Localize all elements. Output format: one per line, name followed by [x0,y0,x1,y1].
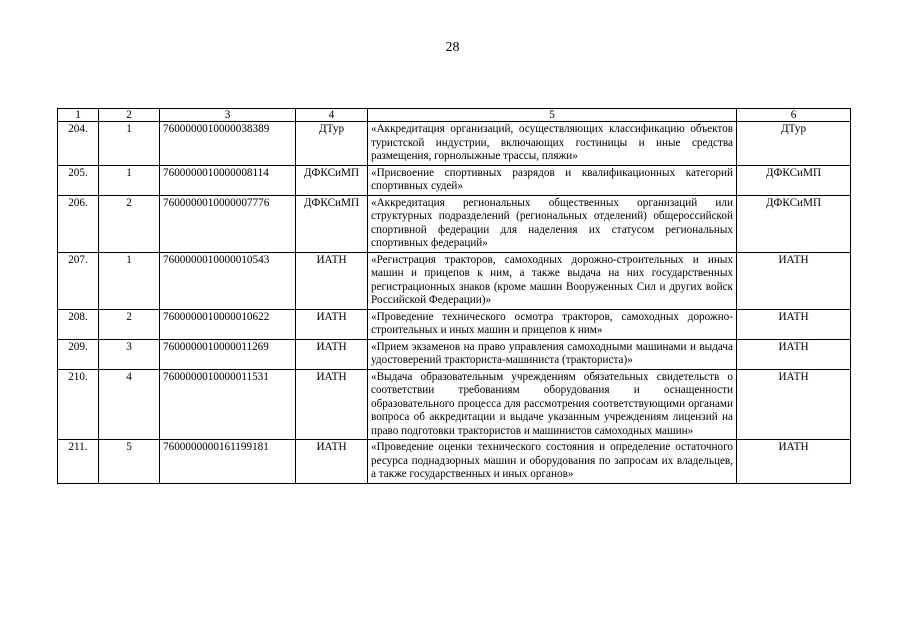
responsible: ИАТН [737,339,851,369]
service-name: «Проведение технического осмотра тракторов, самоходных дорожно-строительных и иных машин и прицепов к ним» [368,309,737,339]
table-row [58,309,851,339]
service-code: 7600000010000010543 [160,252,296,309]
row-number: 207. [58,252,99,309]
organization: ИАТН [296,252,368,309]
table-header-row [58,109,851,122]
organization: ИАТН [296,369,368,440]
service-code: 7600000010000007776 [160,195,296,252]
service-code: 7600000010000010622 [160,309,296,339]
table-row [58,339,851,369]
service-name: «Присвоение спортивных разрядов и квалификационных категорий спортивных судей» [368,165,737,195]
responsible: ИАТН [737,309,851,339]
responsible: ИАТН [737,252,851,309]
row-subnumber: 5 [99,440,160,484]
service-code: 7600000010000011269 [160,339,296,369]
header-col-4: 4 [296,109,368,122]
responsible: ДТур [737,122,851,166]
row-number: 205. [58,165,99,195]
row-subnumber: 1 [99,122,160,166]
service-code: 7600000010000038389 [160,122,296,166]
organization: ДФКСиМП [296,195,368,252]
responsible: ДФКСиМП [737,165,851,195]
row-number: 211. [58,440,99,484]
organization: ИАТН [296,309,368,339]
row-number: 208. [58,309,99,339]
responsible: ИАТН [737,440,851,484]
service-code: 7600000010000011531 [160,369,296,440]
table-row [58,122,851,166]
header-col-6: 6 [737,109,851,122]
row-subnumber: 1 [99,165,160,195]
services-table [57,108,851,484]
organization: ИАТН [296,339,368,369]
service-name: «Проведение оценки технического состояния и определение остаточного ресурса поднадзорных машин и оборудования по запросам их владельцев, а также государственных и иных органов» [368,440,737,484]
service-name: «Аккредитация организаций, осуществляющих классификацию объектов туристской индустрии, включающих гостиницы и иные средства размещения, горнолыжные трассы, пляжи» [368,122,737,166]
responsible: ДФКСиМП [737,195,851,252]
responsible: ИАТН [737,369,851,440]
organization: ДФКСиМП [296,165,368,195]
row-number: 204. [58,122,99,166]
service-name: «Регистрация тракторов, самоходных дорожно-строительных и иных машин и прицепов к ним, а также выдача на них государственных регистрационных знаков (кроме машин Вооруженных Сил и других войск Российской Федерации)» [368,252,737,309]
table-row [58,369,851,440]
service-code: 7600000010000008114 [160,165,296,195]
row-number: 209. [58,339,99,369]
table-row [58,165,851,195]
row-subnumber: 2 [99,195,160,252]
table-row [58,195,851,252]
service-name: «Выдача образовательным учреждениям обязательных свидетельств о соответствии требованиям оборудования и оснащенности образовательного процесса для рассмотрения соответствующими органами вопроса об аккредитации и выдаче указанным учреждениям лицензий на право подготовки трактористов и машинистов самоходных машин» [368,369,737,440]
row-subnumber: 3 [99,339,160,369]
header-col-1: 1 [58,109,99,122]
row-subnumber: 1 [99,252,160,309]
header-col-3: 3 [160,109,296,122]
organization: ИАТН [296,440,368,484]
service-name: «Прием экзаменов на право управления самоходными машинами и выдача удостоверений тракториста-машиниста (тракториста)» [368,339,737,369]
page-number: 28 [445,40,460,55]
row-subnumber: 4 [99,369,160,440]
table-row [58,252,851,309]
service-name: «Аккредитация региональных общественных организаций или структурных подразделений (региональных отделений) общероссийской спортивной федерации для наделения их статусом региональных спортивных федераций» [368,195,737,252]
row-number: 210. [58,369,99,440]
row-number: 206. [58,195,99,252]
organization: ДТур [296,122,368,166]
table-row [58,440,851,484]
header-col-2: 2 [99,109,160,122]
header-col-5: 5 [368,109,737,122]
service-code: 7600000000161199181 [160,440,296,484]
row-subnumber: 2 [99,309,160,339]
